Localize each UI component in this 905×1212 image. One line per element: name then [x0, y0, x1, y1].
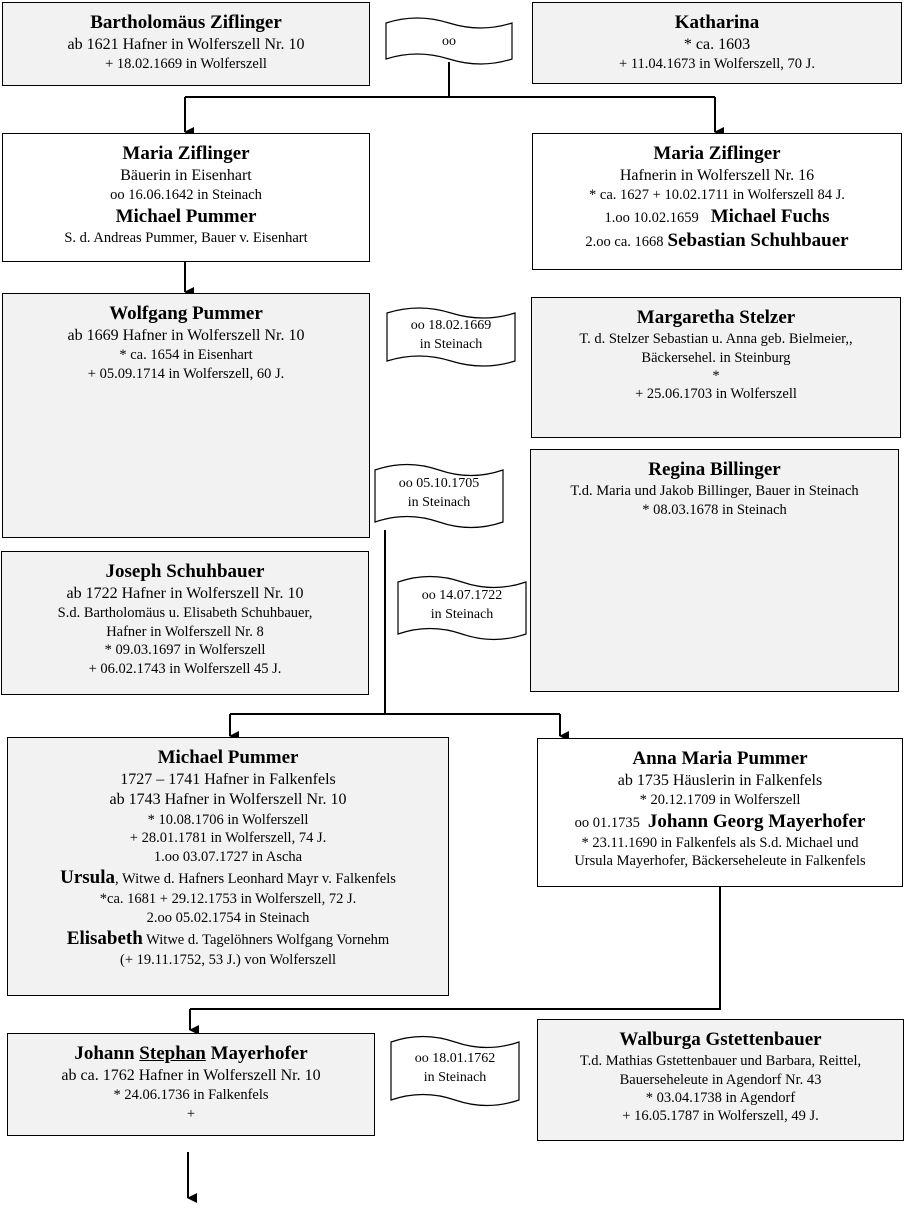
flag-text: oo 18.02.1669	[410, 318, 492, 333]
person-box-johann-stephan	[7, 1033, 375, 1136]
person-detail: +	[186, 1105, 196, 1122]
person-detail: * ca. 1627 + 10.02.1711 in Wolferszell 84 J.	[589, 187, 845, 204]
person-detail: (+ 19.11.1752, 53 J.) von Wolferszell	[119, 952, 337, 969]
person-box-margaretha	[531, 297, 901, 438]
person-detail: Ursula Mayerhofer, Bäckerseheleute in Falkenfels	[574, 853, 866, 870]
spouse-name: Elisabeth	[66, 927, 143, 949]
person-name: Wolfgang Pummer	[109, 303, 263, 324]
person-box-michael	[7, 737, 449, 996]
flag-text: oo	[442, 34, 456, 49]
person-detail: 2.oo 05.02.1754 in Steinach	[146, 909, 310, 926]
person-detail: T.d. Maria und Jakob Billinger, Bauer in Steinach	[570, 483, 859, 500]
marriage-flag-4	[397, 574, 527, 644]
flag-text: in Steinach	[407, 494, 471, 510]
spouse-name: Michael Fuchs	[710, 205, 830, 227]
person-detail: + 18.02.1669 in Wolferszell	[105, 56, 267, 73]
spouse-name: Sebastian Schuhbauer	[667, 229, 849, 251]
person-detail: ab 1669 Hafner in Wolferszell Nr. 10	[67, 327, 305, 345]
spouse-detail: Witwe d. Tagelöhners Wolfgang Vornehm	[142, 931, 390, 948]
marriage-flag-1	[385, 16, 513, 66]
marriage-line-1	[533, 205, 901, 229]
person-detail: Bäckersehel. in Steinburg	[641, 349, 791, 366]
flag-text: oo 05.10.1705	[398, 476, 480, 491]
marriage-info: oo 01.1735	[574, 814, 640, 831]
person-name: Katharina	[674, 12, 760, 33]
person-box-wolfgang	[2, 293, 370, 538]
person-detail: + 28.01.1781 in Wolferszell, 74 J.	[129, 830, 327, 847]
person-detail: + 16.05.1787 in Wolferszell, 49 J.	[622, 1108, 819, 1125]
marriage-info: 2.oo ca. 1668	[585, 233, 664, 250]
marriage-info: 1.oo 10.02.1659	[604, 209, 699, 226]
name-part-underlined: Stephan	[139, 1043, 206, 1064]
flag-text: oo 18.01.1762	[414, 1051, 496, 1066]
person-detail: + 05.09.1714 in Wolferszell, 60 J.	[87, 365, 285, 382]
person-detail: ab 1722 Hafner in Wolferszell Nr. 10	[66, 585, 304, 603]
marriage-flag-2	[386, 306, 516, 368]
person-detail: ab 1621 Hafner in Wolferszell Nr. 10	[67, 36, 305, 54]
person-name: Margaretha Stelzer	[636, 307, 796, 328]
name-part: Mayerhofer	[205, 1043, 308, 1064]
flag-text: in Steinach	[423, 1069, 487, 1085]
person-name: Maria Ziflinger	[653, 143, 781, 164]
person-detail: + 11.04.1673 in Wolferszell, 70 J.	[619, 56, 815, 73]
person-detail: Hafner in Wolferszell Nr. 8	[106, 623, 264, 640]
person-box-walburga	[537, 1019, 904, 1141]
person-box-maria-right	[532, 133, 902, 270]
person-detail: * ca. 1654 in Eisenhart	[119, 347, 253, 364]
person-box-regina	[530, 449, 899, 692]
person-detail: Bauerseheleute in Agendorf Nr. 43	[619, 1071, 822, 1088]
spouse-name: Johann Georg Mayerhofer	[647, 810, 866, 832]
person-detail: *	[712, 367, 720, 384]
person-detail: * 24.06.1736 in Falkenfels	[113, 1087, 269, 1104]
flag-text: in Steinach	[430, 606, 494, 622]
person-detail: + 25.06.1703 in Wolferszell	[635, 386, 797, 403]
person-box-maria-left	[2, 133, 370, 262]
spouse-name: Michael Pummer	[115, 205, 257, 227]
marriage-flag-3	[374, 462, 504, 532]
person-detail: *ca. 1681 + 29.12.1753 in Wolferszell, 72 J.	[99, 891, 357, 908]
person-detail: 1.oo 03.07.1727 in Ascha	[153, 848, 303, 865]
person-detail: S. d. Andreas Pummer, Bauer v. Eisenhart	[64, 229, 308, 246]
person-name: Walburga Gstettenbauer	[619, 1029, 822, 1050]
name-part: Johann	[74, 1043, 140, 1064]
person-detail: * 09.03.1697 in Wolferszell	[104, 642, 266, 659]
person-detail: * 08.03.1678 in Steinach	[642, 501, 787, 518]
marriage-line	[538, 810, 902, 834]
person-detail: * ca. 1603	[683, 36, 751, 54]
person-detail: * 20.12.1709 in Wolferszell	[639, 792, 801, 809]
person-name: Anna Maria Pummer	[632, 748, 808, 769]
person-detail: * 03.04.1738 in Agendorf	[645, 1089, 796, 1106]
spouse-name: Ursula	[60, 866, 116, 888]
marriage-line-2	[533, 229, 901, 253]
person-detail: S.d. Bartholomäus u. Elisabeth Schuhbauer,	[57, 605, 313, 622]
spouse-detail: , Witwe d. Hafners Leonhard Mayr v. Falkenfels	[115, 870, 396, 887]
person-detail: T.d. Mathias Gstettenbauer und Barbara, Reittel,	[579, 1053, 862, 1070]
person-box-anna-maria	[537, 738, 903, 887]
person-detail: ab 1735 Häuslerin in Falkenfels	[617, 772, 823, 790]
spouse-line-1	[8, 866, 448, 890]
person-name: Michael Pummer	[157, 747, 299, 768]
person-name: Maria Ziflinger	[122, 143, 250, 164]
person-detail: ab 1743 Hafner in Wolferszell Nr. 10	[109, 791, 347, 809]
person-box-katharina	[532, 2, 902, 84]
person-name: Regina Billinger	[648, 459, 781, 480]
person-detail: * 10.08.1706 in Wolferszell	[147, 811, 309, 828]
person-name	[8, 1042, 374, 1066]
person-name: Joseph Schuhbauer	[105, 561, 265, 582]
person-detail: Bäuerin in Eisenhart	[120, 167, 252, 185]
person-detail: 1727 – 1741 Hafner in Falkenfels	[120, 771, 336, 789]
flag-text: oo 14.07.1722	[421, 588, 503, 603]
person-box-bartholomaeus	[2, 2, 370, 86]
person-box-joseph	[1, 551, 369, 695]
person-detail: * 23.11.1690 in Falkenfels als S.d. Michael und	[581, 834, 859, 851]
person-detail: ab ca. 1762 Hafner in Wolferszell Nr. 10	[61, 1067, 321, 1085]
person-detail: T. d. Stelzer Sebastian u. Anna geb. Bielmeier,,	[579, 331, 853, 348]
person-detail: + 06.02.1743 in Wolferszell 45 J.	[88, 660, 282, 677]
spouse-line-2	[8, 927, 448, 951]
person-detail: oo 16.06.1642 in Steinach	[110, 187, 262, 204]
marriage-flag-5	[390, 1034, 520, 1110]
flag-text: in Steinach	[419, 336, 483, 352]
person-name: Bartholomäus Ziflinger	[90, 12, 282, 33]
person-detail: Hafnerin in Wolferszell Nr. 16	[619, 167, 815, 185]
